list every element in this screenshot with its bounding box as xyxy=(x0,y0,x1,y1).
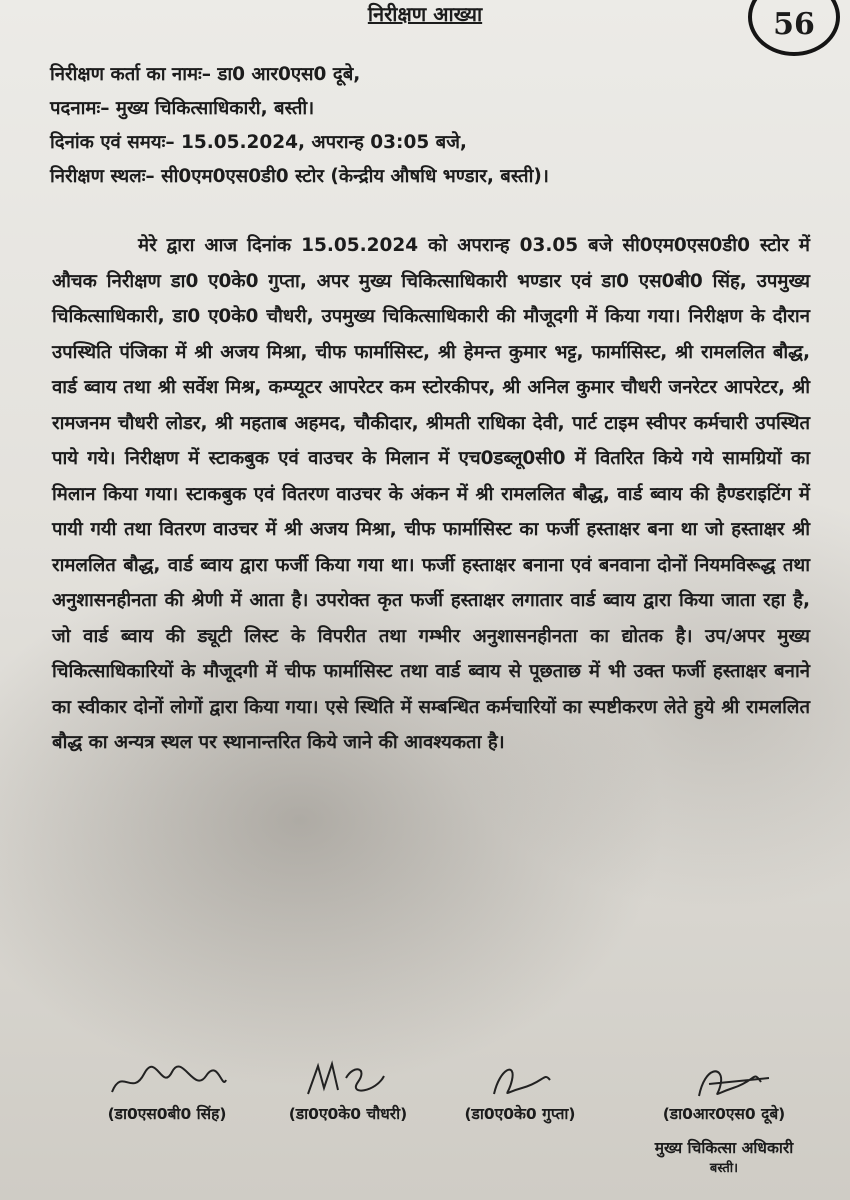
inspection-report-paragraph: मेरे द्वारा आज दिनांक 15.05.2024 को अपरान्ह 03.05 बजे सी0एम0एस0डी0 स्टोर में औचक निरीक्षण डा0 ए0के0 गुप्ता, अपर मुख्य चिकित्साधिकारी भण्डार एवं डा0 एस0बी0 सिंह, उपमुख्य चिकित्साधिकारी, डा0 ए0के0 चौधरी, उपमुख्य चिकित्साधिकारी की मौजूदगी में किया गया। निरीक्षण के दौरान उपस्थिति पंजिका में श्री अजय मिश्रा, चीफ फार्मासिस्ट, श्री हेमन्त कुमार भट्ट, फार्मासिस्ट, श्री रामललित बौद्ध, वार्ड ब्वाय तथा श्री सर्वेश मिश्र, कम्प्यूटर आपरेटर कम स्टोरकीपर, श्री अनिल कुमार चौधरी जनरेटर आपरेटर, श्री रामजनम चौधरी लोडर, श्री महताब अहमद, चौकीदार, श्रीमती राधिका देवी, पार्ट टाइम स्वीपर कर्मचारी उपस्थित पाये गये। निरीक्षण में स्टाकबुक एवं वाउचर के मिलान में एच0डब्लू0सी0 में वितरित किये गये सामग्रियों का मिलान किया गया। स्टाकबुक एवं वितरण वाउचर के अंकन में श्री रामललित बौद्ध, वार्ड ब्वाय की हैण्डराइटिंग में पायी गयी तथा वितरण वाउचर में श्री अजय मिश्रा, चीफ फार्मासिस्ट का फर्जी हस्ताक्षर बना था जो हस्ताक्षर श्री रामललित बौद्ध, वार्ड ब्वाय द्वारा फर्जी किया गया था। फर्जी हस्ताक्षर बनाना एवं बनवाना दोनों नियमविरूद्ध तथा अनुशासनहीनता की श्रेणी में आता है। उपरोक्त कृत फर्जी हस्ताक्षर लगातार वार्ड ब्वाय द्वारा किया जाता रहा है, जो वार्ड ब्वाय की ड्यूटी लिस्ट के विपरीत तथा गम्भीर अनुशासनहीनता का द्योतक है। उप/अपर मुख्य चिकित्साधिकारियों के मौजूदगी में चीफ फार्मासिस्ट तथा वार्ड ब्वाय से पूछताछ में भी उक्त फर्जी हस्ताक्षर बनाने का स्वीकार दोनों लोगों द्वारा किया गया। एसे स्थिति में सम्बन्धित कर्मचारियों का स्पष्टीकरण लेते हुये श्री रामललित बौद्ध का अन्यत्र स्थल पर स्थानान्तरित किये जाने की आवश्यकता है। xyxy=(52,235,810,753)
page-title: निरीक्षण आख्या xyxy=(367,2,483,26)
handwritten-signature-icon xyxy=(649,1062,799,1102)
signature-place: बस्ती। xyxy=(709,1161,739,1176)
page-number-stamp: 56 xyxy=(748,0,840,56)
inspection-details xyxy=(50,58,810,194)
signature-block-ak-gupta xyxy=(440,1058,600,1124)
handwritten-signature-icon xyxy=(102,1062,232,1102)
signature-name: (डा0ए0के0 गुप्ता) xyxy=(464,1105,576,1123)
signature-block-sb-singh xyxy=(82,1062,252,1124)
designation-line: पदनामः– मुख्य चिकित्साधिकारी, बस्ती। xyxy=(50,98,315,119)
handwritten-signature-icon xyxy=(460,1058,580,1102)
signature-title: मुख्य चिकित्सा अधिकारी xyxy=(654,1139,794,1157)
signature-block-ak-chaudhary xyxy=(268,1058,428,1124)
signature-name: (डा0ए0के0 चौधरी) xyxy=(288,1105,408,1123)
date-time-line: दिनांक एवं समयः– 15.05.2024, अपरान्ह 03:05 बजे, xyxy=(50,132,467,153)
inspector-name-line: निरीक्षण कर्ता का नामः– डा0 आर0एस0 दूबे, xyxy=(50,64,361,85)
handwritten-signature-icon xyxy=(288,1058,408,1102)
signature-name: (डा0एस0बी0 सिंह) xyxy=(107,1105,227,1123)
signature-block-cmo xyxy=(614,1062,834,1176)
signature-name: (डा0आर0एस0 दूबे) xyxy=(662,1105,786,1123)
inspection-place-line: निरीक्षण स्थलः– सी0एम0एस0डी0 स्टोर (केन्द्रीय औषधि भण्डार, बस्ती)। xyxy=(50,166,549,187)
